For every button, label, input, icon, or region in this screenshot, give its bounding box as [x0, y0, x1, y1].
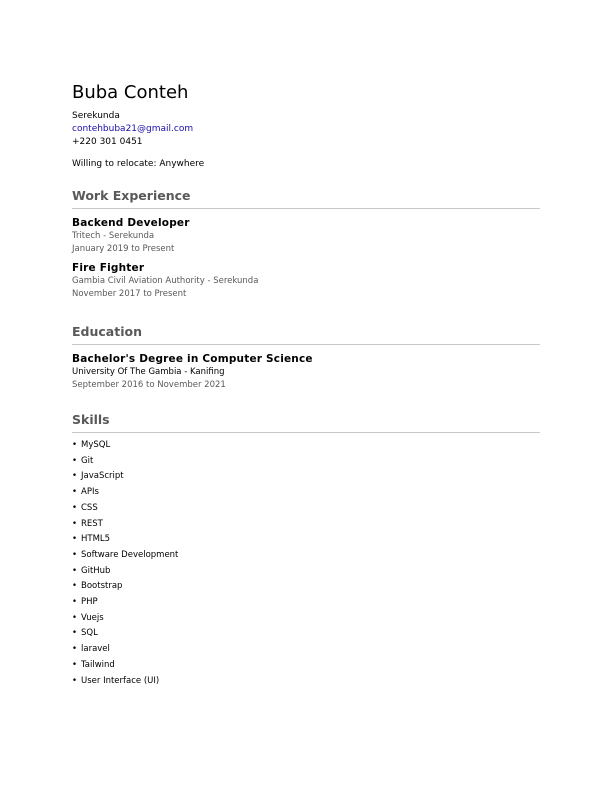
skill-item: • REST — [72, 517, 540, 533]
section-title-education: Education — [72, 324, 142, 339]
work-entry — [72, 262, 540, 301]
resume-page — [72, 82, 540, 686]
bullet-icon: • — [72, 502, 78, 513]
email-link[interactable]: contehbuba21@gmail.com — [72, 124, 194, 134]
skill-item: • Vuejs — [72, 611, 540, 627]
divider — [72, 208, 540, 209]
dates: September 2016 to November 2021 — [72, 380, 226, 390]
skill-item: • Tailwind — [72, 658, 540, 674]
skill-item: • GitHub — [72, 564, 540, 580]
location: Serekunda — [72, 111, 120, 121]
skill-item: • User Interface (UI) — [72, 674, 540, 690]
section-title-work: Work Experience — [72, 188, 191, 203]
skill-item: • laravel — [72, 642, 540, 658]
skills-list — [72, 438, 540, 689]
bullet-icon: • — [72, 581, 78, 592]
divider — [72, 432, 540, 433]
skill-item: • PHP — [72, 595, 540, 611]
bullet-icon: • — [72, 471, 78, 482]
bullet-icon: • — [72, 565, 78, 576]
skills-section — [72, 412, 540, 689]
job-title: Fire Fighter — [72, 262, 145, 274]
bullet-icon: • — [72, 597, 78, 608]
work-experience-section — [72, 188, 540, 301]
dates: November 2017 to Present — [72, 289, 187, 299]
dates: January 2019 to Present — [72, 244, 175, 254]
bullet-icon: • — [72, 628, 78, 639]
bullet-icon: • — [72, 455, 78, 466]
relocate-note: Willing to relocate: Anywhere — [72, 159, 205, 169]
skill-item: • CSS — [72, 501, 540, 517]
bullet-icon: • — [72, 518, 78, 529]
bullet-icon: • — [72, 487, 78, 498]
bullet-icon: • — [72, 644, 78, 655]
job-title: Backend Developer — [72, 217, 190, 229]
divider — [72, 344, 540, 345]
skill-item: • SQL — [72, 626, 540, 642]
bullet-icon: • — [72, 612, 78, 623]
skill-item: • Software Development — [72, 548, 540, 564]
skill-item: • APIs — [72, 485, 540, 501]
bullet-icon: • — [72, 440, 78, 450]
company: Gambia Civil Aviation Authority - Serekunda — [72, 276, 259, 286]
company: Tritech - Serekunda — [72, 231, 155, 241]
skill-item: • MySQL — [72, 438, 540, 454]
degree: Bachelor's Degree in Computer Science — [72, 353, 313, 365]
section-title-skills: Skills — [72, 412, 110, 427]
bullet-icon: • — [72, 659, 78, 670]
skill-item: • JavaScript — [72, 469, 540, 485]
skill-item: • Git — [72, 454, 540, 470]
bullet-icon: • — [72, 549, 78, 560]
skill-item: • Bootstrap — [72, 579, 540, 595]
phone: +220 301 0451 — [72, 137, 143, 147]
school: University Of The Gambia - Kanifing — [72, 367, 225, 377]
education-section — [72, 324, 540, 392]
candidate-name: Buba Conteh — [72, 82, 189, 103]
bullet-icon: • — [72, 675, 78, 686]
bullet-icon: • — [72, 534, 78, 545]
education-entry — [72, 353, 540, 392]
work-entry — [72, 217, 540, 256]
skill-item: • HTML5 — [72, 532, 540, 548]
